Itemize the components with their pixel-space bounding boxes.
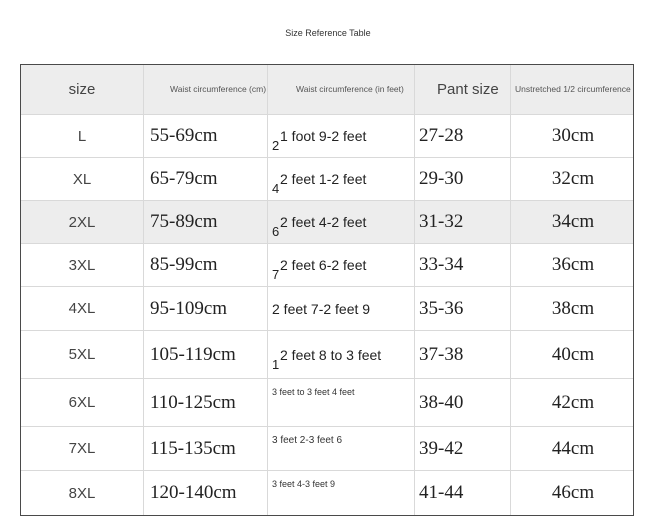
header-unstretched (511, 65, 635, 114)
cell-waist-feet: 1 foot 9-2 feet 2 (272, 128, 367, 153)
cell-waist-cm: 55-69cm (150, 125, 218, 146)
cell-size: 2XL (68, 213, 96, 231)
header-waist-cm (144, 65, 268, 114)
cell-waist-cm: 65-79cm (150, 168, 218, 189)
cell-pant-size: 37-38 (419, 343, 464, 365)
header-size (21, 65, 144, 114)
cell-waist-cm: 85-99cm (150, 254, 218, 275)
cell-waist-cm: 115-135cm (150, 437, 236, 459)
cell-waist-feet: 3 feet 2-3 feet 6 (272, 435, 343, 446)
table-row (21, 331, 633, 379)
cell-pant-size: 41-44 (419, 482, 464, 503)
table-row (21, 427, 633, 471)
table-row (21, 158, 633, 201)
table-row (21, 287, 633, 331)
cell-pant-size: 39-42 (419, 437, 464, 459)
cell-size: 3XL (68, 256, 96, 274)
cell-half-circumference: 40cm (551, 343, 595, 365)
cell-half-circumference: 32cm (551, 168, 595, 189)
cell-size: 5XL (68, 346, 96, 363)
size-reference-table (20, 64, 634, 516)
header-waist-cm-label: Waist circumference (cm) (170, 84, 267, 94)
table-row (21, 379, 633, 427)
cell-pant-size: 38-40 (419, 391, 464, 413)
cell-pant-size: 31-32 (419, 211, 464, 232)
cell-half-circumference: 44cm (551, 437, 595, 459)
cell-size: XL (72, 170, 92, 188)
table-title: Size Reference Table (285, 28, 371, 38)
table-row (21, 115, 633, 158)
cell-waist-cm: 95-109cm (150, 297, 228, 319)
header-size-label: size (68, 81, 96, 98)
cell-pant-size: 35-36 (419, 297, 464, 319)
header-waist-feet-label: Waist circumference (in feet) (296, 84, 404, 94)
cell-pant-size: 29-30 (419, 168, 464, 189)
table-row (21, 244, 633, 287)
cell-size: 4XL (68, 300, 96, 317)
cell-waist-feet: 2 feet 8 to 3 feet 1 (272, 346, 382, 372)
table-row (21, 471, 633, 515)
cell-waist-feet: 2 feet 7-2 feet 9 (272, 300, 371, 317)
cell-waist-feet: 3 feet to 3 feet 4 feet (272, 387, 355, 397)
cell-half-circumference: 34cm (551, 211, 595, 232)
cell-half-circumference: 42cm (551, 391, 595, 413)
cell-waist-feet: 2 feet 1-2 feet 4 (272, 171, 367, 196)
cell-waist-cm: 110-125cm (150, 391, 236, 413)
cell-pant-size: 27-28 (419, 125, 464, 146)
cell-waist-feet: 2 feet 6-2 feet 7 (272, 257, 367, 282)
cell-size: 6XL (68, 394, 96, 411)
cell-size: L (77, 127, 87, 145)
cell-half-circumference: 46cm (551, 482, 595, 503)
header-pant-size-label: Pant size (437, 81, 499, 98)
table-header-row (21, 65, 633, 115)
cell-half-circumference: 38cm (551, 297, 595, 319)
cell-waist-cm: 75-89cm (150, 211, 218, 232)
cell-pant-size: 33-34 (419, 254, 464, 275)
cell-waist-feet: 3 feet 4-3 feet 9 (272, 479, 336, 489)
cell-half-circumference: 36cm (551, 254, 595, 275)
table-row (21, 201, 633, 244)
header-unstretched-label: Unstretched 1/2 circumference (515, 84, 631, 94)
header-pant-size (415, 65, 511, 114)
cell-size: 7XL (68, 440, 96, 457)
cell-size: 8XL (68, 484, 96, 502)
cell-half-circumference: 30cm (551, 125, 595, 146)
cell-waist-cm: 105-119cm (150, 343, 236, 365)
cell-waist-feet: 2 feet 4-2 feet 6 (272, 214, 367, 239)
header-waist-feet (268, 65, 415, 114)
cell-waist-cm: 120-140cm (150, 482, 237, 503)
